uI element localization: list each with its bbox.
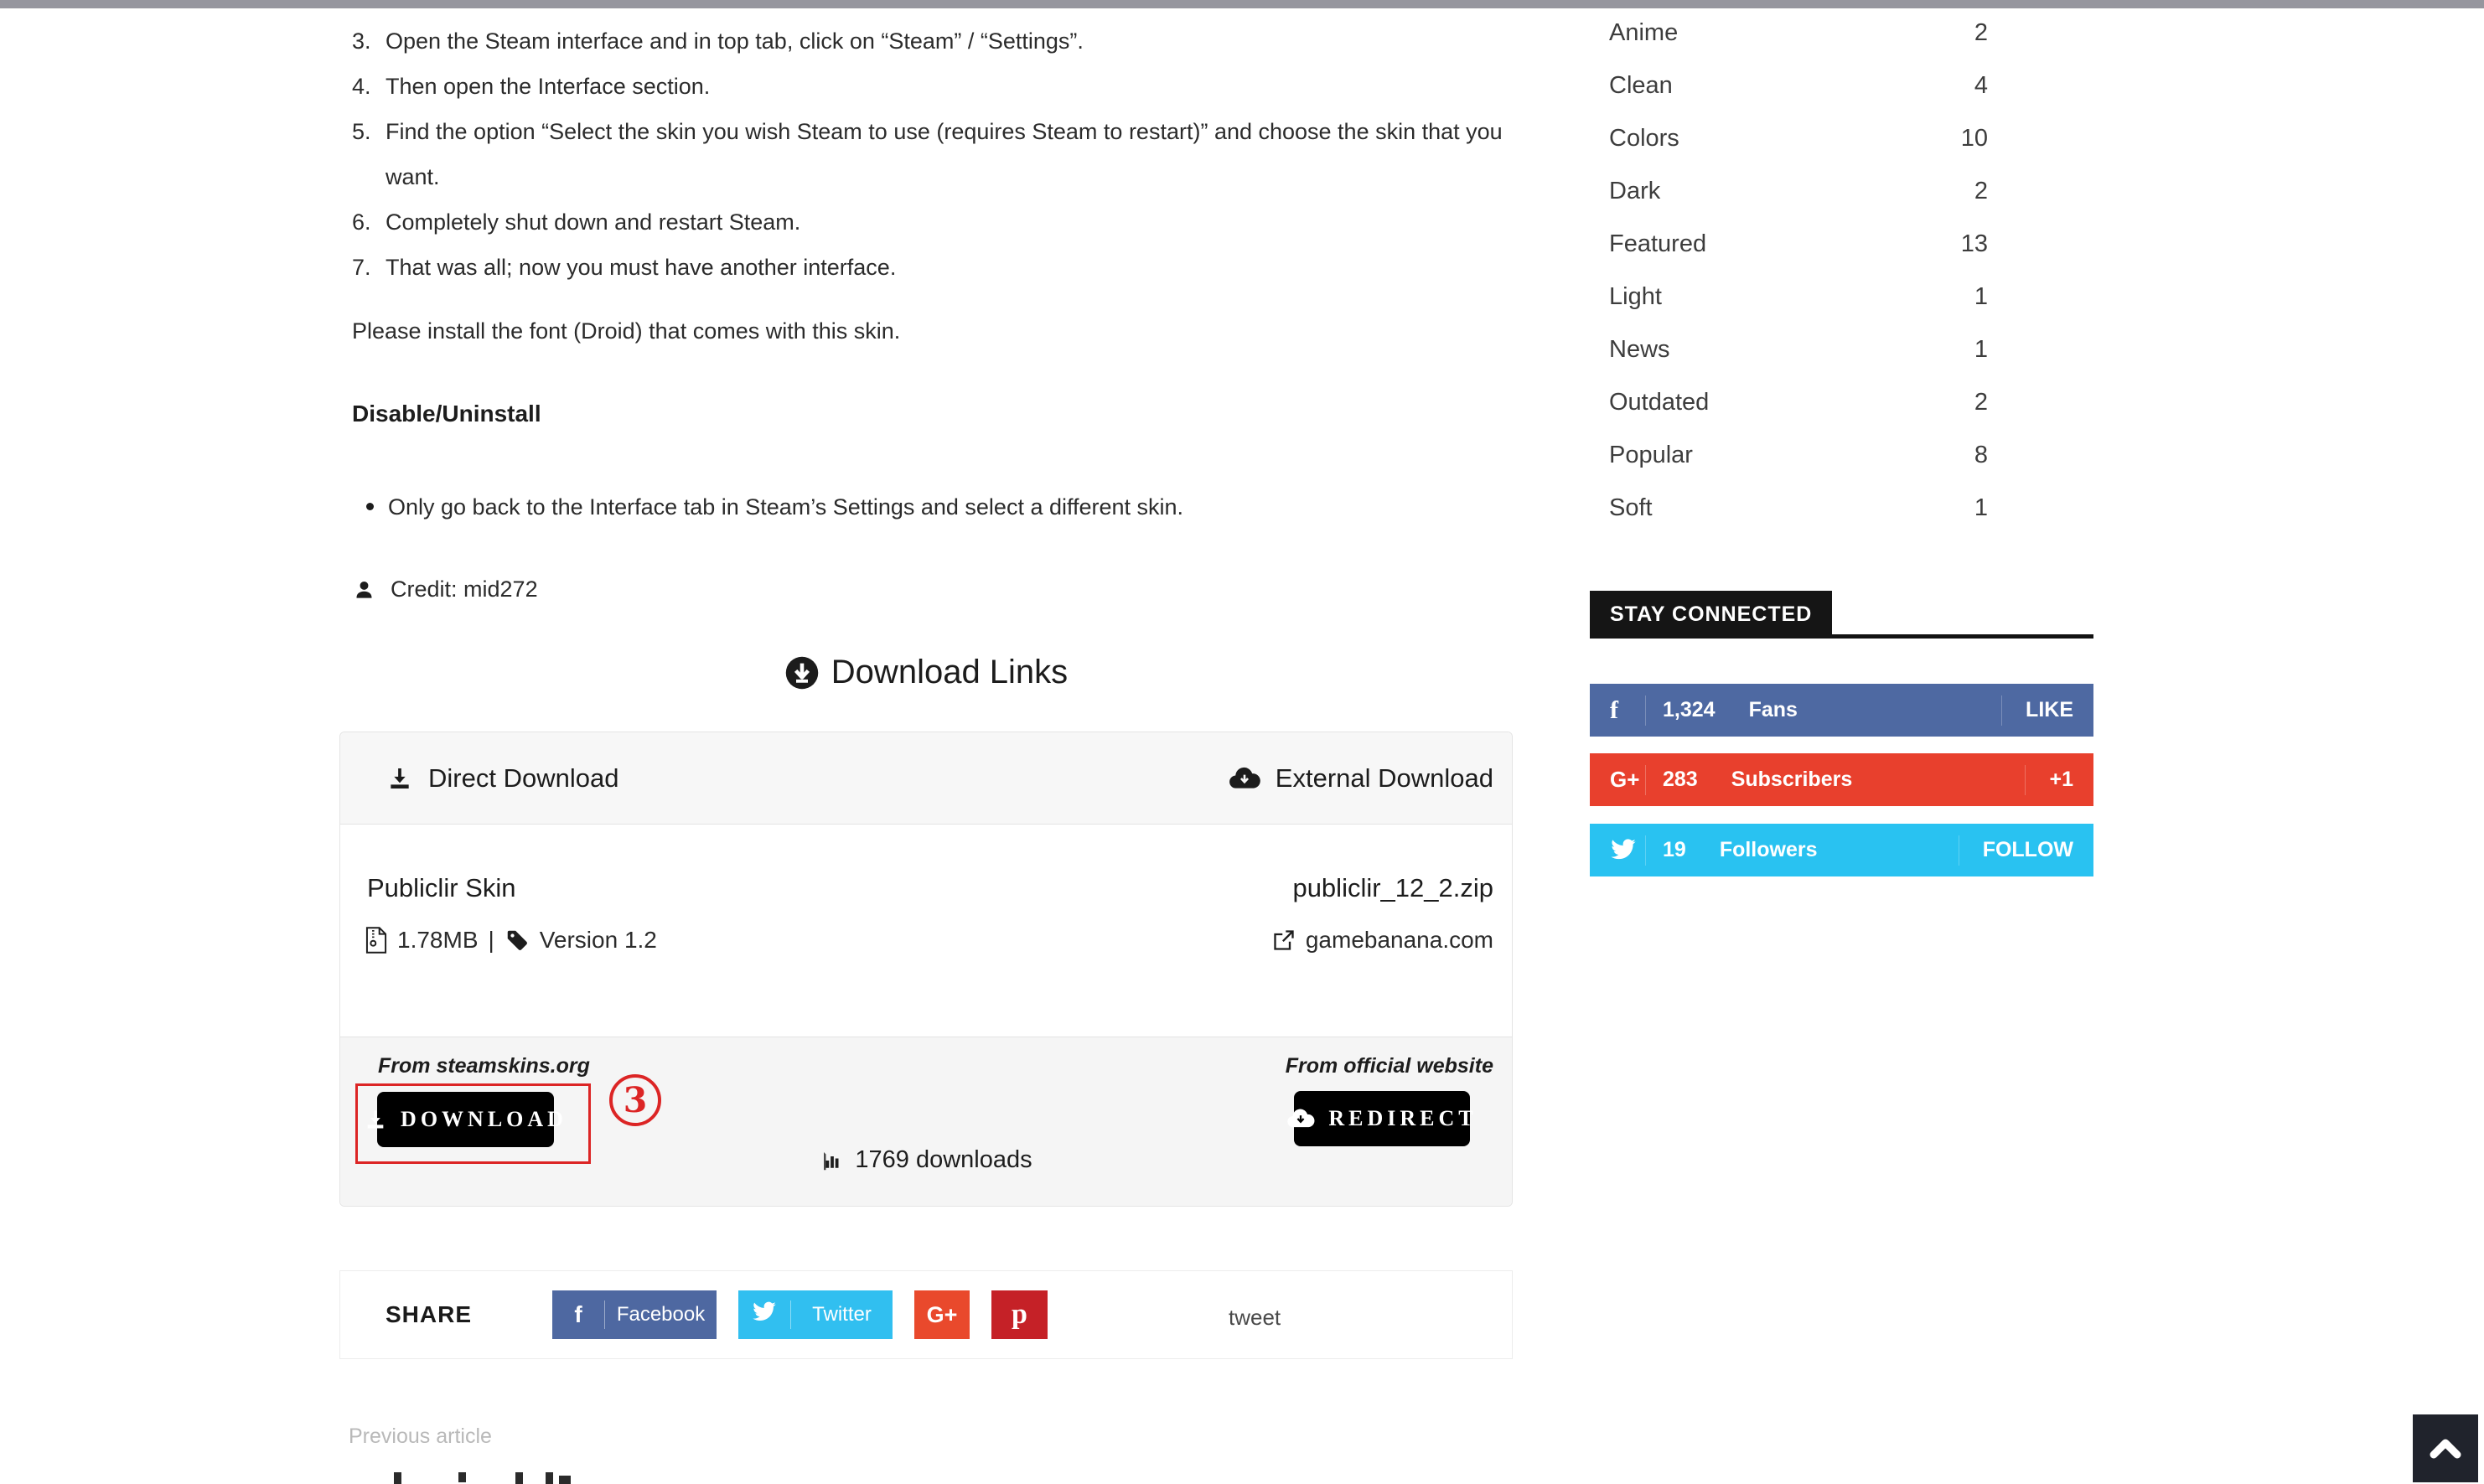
previous-article-label[interactable]: Previous article: [349, 1425, 492, 1448]
category-item[interactable]: Dark 2: [1609, 178, 1988, 204]
divider: [2001, 695, 2002, 726]
facebook-icon: f: [574, 1301, 582, 1327]
share-pinterest-button[interactable]: [991, 1290, 1048, 1339]
top-page-edge-bar: [0, 0, 2484, 8]
stay-connected-heading: STAY CONNECTED: [1590, 591, 1832, 638]
file-name: publiclir_12_2.zip: [1292, 873, 1493, 902]
twitter-followers-bar[interactable]: 19 Followers FOLLOW: [1590, 824, 2093, 876]
instruction-list: [339, 18, 1506, 290]
divider: [1645, 835, 1646, 866]
divider: [2025, 765, 2026, 795]
facebook-fans-bar[interactable]: f 1,324 Fans LIKE: [1590, 684, 2093, 737]
font-note: Please install the font (Droid) that comes with this skin.: [352, 318, 901, 344]
from-official-label: From official website: [1285, 1054, 1493, 1078]
download-box: [339, 732, 1513, 1207]
category-count: 10: [1960, 125, 1988, 152]
external-site: gamebanana.com: [1272, 927, 1493, 954]
cloud-download-icon: [1286, 1107, 1315, 1130]
category-item[interactable]: News 1: [1609, 336, 1988, 363]
googleplus-icon: G+: [926, 1301, 958, 1327]
category-item[interactable]: Popular 8: [1609, 442, 1988, 468]
list-item: [339, 18, 1506, 64]
category-item[interactable]: Outdated 2: [1609, 389, 1988, 416]
scroll-to-top-button[interactable]: [2413, 1414, 2478, 1482]
annotation-step-number: 3: [609, 1074, 661, 1126]
credit-text: Credit: mid272: [391, 577, 538, 602]
cloud-download-icon: [1229, 765, 1260, 792]
from-steamskins-label: From steamskins.org: [378, 1054, 590, 1078]
list-number: 3.: [352, 28, 371, 54]
file-meta: [365, 927, 657, 954]
bullet-text: Only go back to the Interface tab in Steam’s Settings and select a different skin.: [388, 494, 1184, 520]
download-icon: [386, 765, 413, 792]
list-text: Find the option “Select the skin you wish Steam to use (requires Steam to restart)” and choose the skin that you want.: [386, 119, 1503, 189]
list-number: 7.: [352, 255, 371, 280]
download-icon: [364, 1108, 387, 1131]
list-text: Completely shut down and restart Steam.: [386, 209, 801, 235]
external-download-header: External Download: [1229, 763, 1493, 794]
list-number: 4.: [352, 74, 371, 99]
twitter-bird-icon: [738, 1301, 790, 1329]
list-number: 5.: [352, 119, 371, 144]
pinterest-icon: p: [1012, 1299, 1027, 1330]
download-button[interactable]: DOWNLOAD: [377, 1092, 554, 1147]
credit-row: [353, 577, 538, 602]
category-count: 1: [1974, 336, 1988, 363]
share-bar: [339, 1270, 1513, 1359]
list-item: [339, 64, 1506, 109]
category-count: 2: [1974, 178, 1988, 204]
like-action[interactable]: LIKE: [2026, 698, 2073, 721]
downloads-counter: 1769 downloads: [340, 1146, 1512, 1174]
googleplus-icon: G+: [1610, 767, 1640, 792]
category-count: 13: [1960, 230, 1988, 257]
divider: [1645, 765, 1646, 795]
chevron-up-icon: [2429, 1438, 2462, 1460]
file-version: Version 1.2: [539, 927, 657, 953]
author-icon: [353, 578, 375, 601]
category-item[interactable]: Featured 13: [1609, 230, 1988, 257]
tag-icon: [505, 928, 530, 953]
share-twitter-button[interactable]: Twitter: [738, 1290, 893, 1339]
category-count: 2: [1974, 389, 1988, 416]
list-item: [339, 109, 1506, 199]
disable-uninstall-heading: Disable/Uninstall: [352, 401, 541, 427]
category-item[interactable]: Colors 10: [1609, 125, 1988, 152]
divider: [1645, 695, 1646, 726]
list-item: [339, 245, 1506, 290]
category-item[interactable]: Soft 1: [1609, 494, 1988, 521]
bullet-item: [339, 490, 1506, 524]
list-text: That was all; now you must have another interface.: [386, 255, 897, 280]
download-circle-icon: [784, 655, 820, 690]
tweet-link[interactable]: tweet: [1229, 1305, 1281, 1330]
twitter-bird-icon: [1610, 839, 1645, 861]
list-number: 6.: [352, 209, 371, 235]
file-title: Publiclir Skin: [367, 873, 516, 902]
redirect-button[interactable]: REDIRECT: [1294, 1091, 1470, 1146]
zip-file-icon: [365, 927, 387, 954]
share-googleplus-button[interactable]: [914, 1290, 970, 1339]
download-links-heading: Download Links: [339, 654, 1513, 699]
category-list: [1609, 7, 1988, 535]
list-text: Open the Steam interface and in top tab, click on “Steam” / “Settings”.: [386, 28, 1084, 54]
category-item[interactable]: Light 1: [1609, 283, 1988, 310]
file-size: 1.78MB: [397, 927, 479, 953]
googleplus-subscribers-bar[interactable]: G+ 283 Subscribers +1: [1590, 753, 2093, 806]
share-facebook-button[interactable]: f Facebook: [552, 1290, 717, 1339]
category-item[interactable]: Clean 4: [1609, 72, 1988, 99]
bullet-dot: [366, 503, 374, 510]
share-label: SHARE: [386, 1301, 473, 1327]
download-box-header: [340, 732, 1512, 825]
direct-download-header: Direct Download: [386, 763, 618, 794]
external-link-icon: [1272, 928, 1296, 952]
plus-one-action[interactable]: +1: [2049, 768, 2073, 791]
follow-action[interactable]: FOLLOW: [1982, 838, 2073, 861]
category-count: 8: [1974, 442, 1988, 468]
bar-chart-icon: [820, 1148, 845, 1173]
list-item: [339, 199, 1506, 245]
download-box-footer: [340, 1037, 1512, 1206]
list-text: Then open the Interface section.: [386, 74, 711, 99]
category-count: 1: [1974, 494, 1988, 521]
meta-separator: |: [488, 927, 494, 953]
download-box-body: [340, 825, 1512, 1037]
category-item[interactable]: Anime 2: [1609, 19, 1988, 46]
category-count: 4: [1974, 72, 1988, 99]
category-count: 2: [1974, 19, 1988, 46]
facebook-icon: f: [1610, 695, 1618, 724]
category-count: 1: [1974, 283, 1988, 310]
